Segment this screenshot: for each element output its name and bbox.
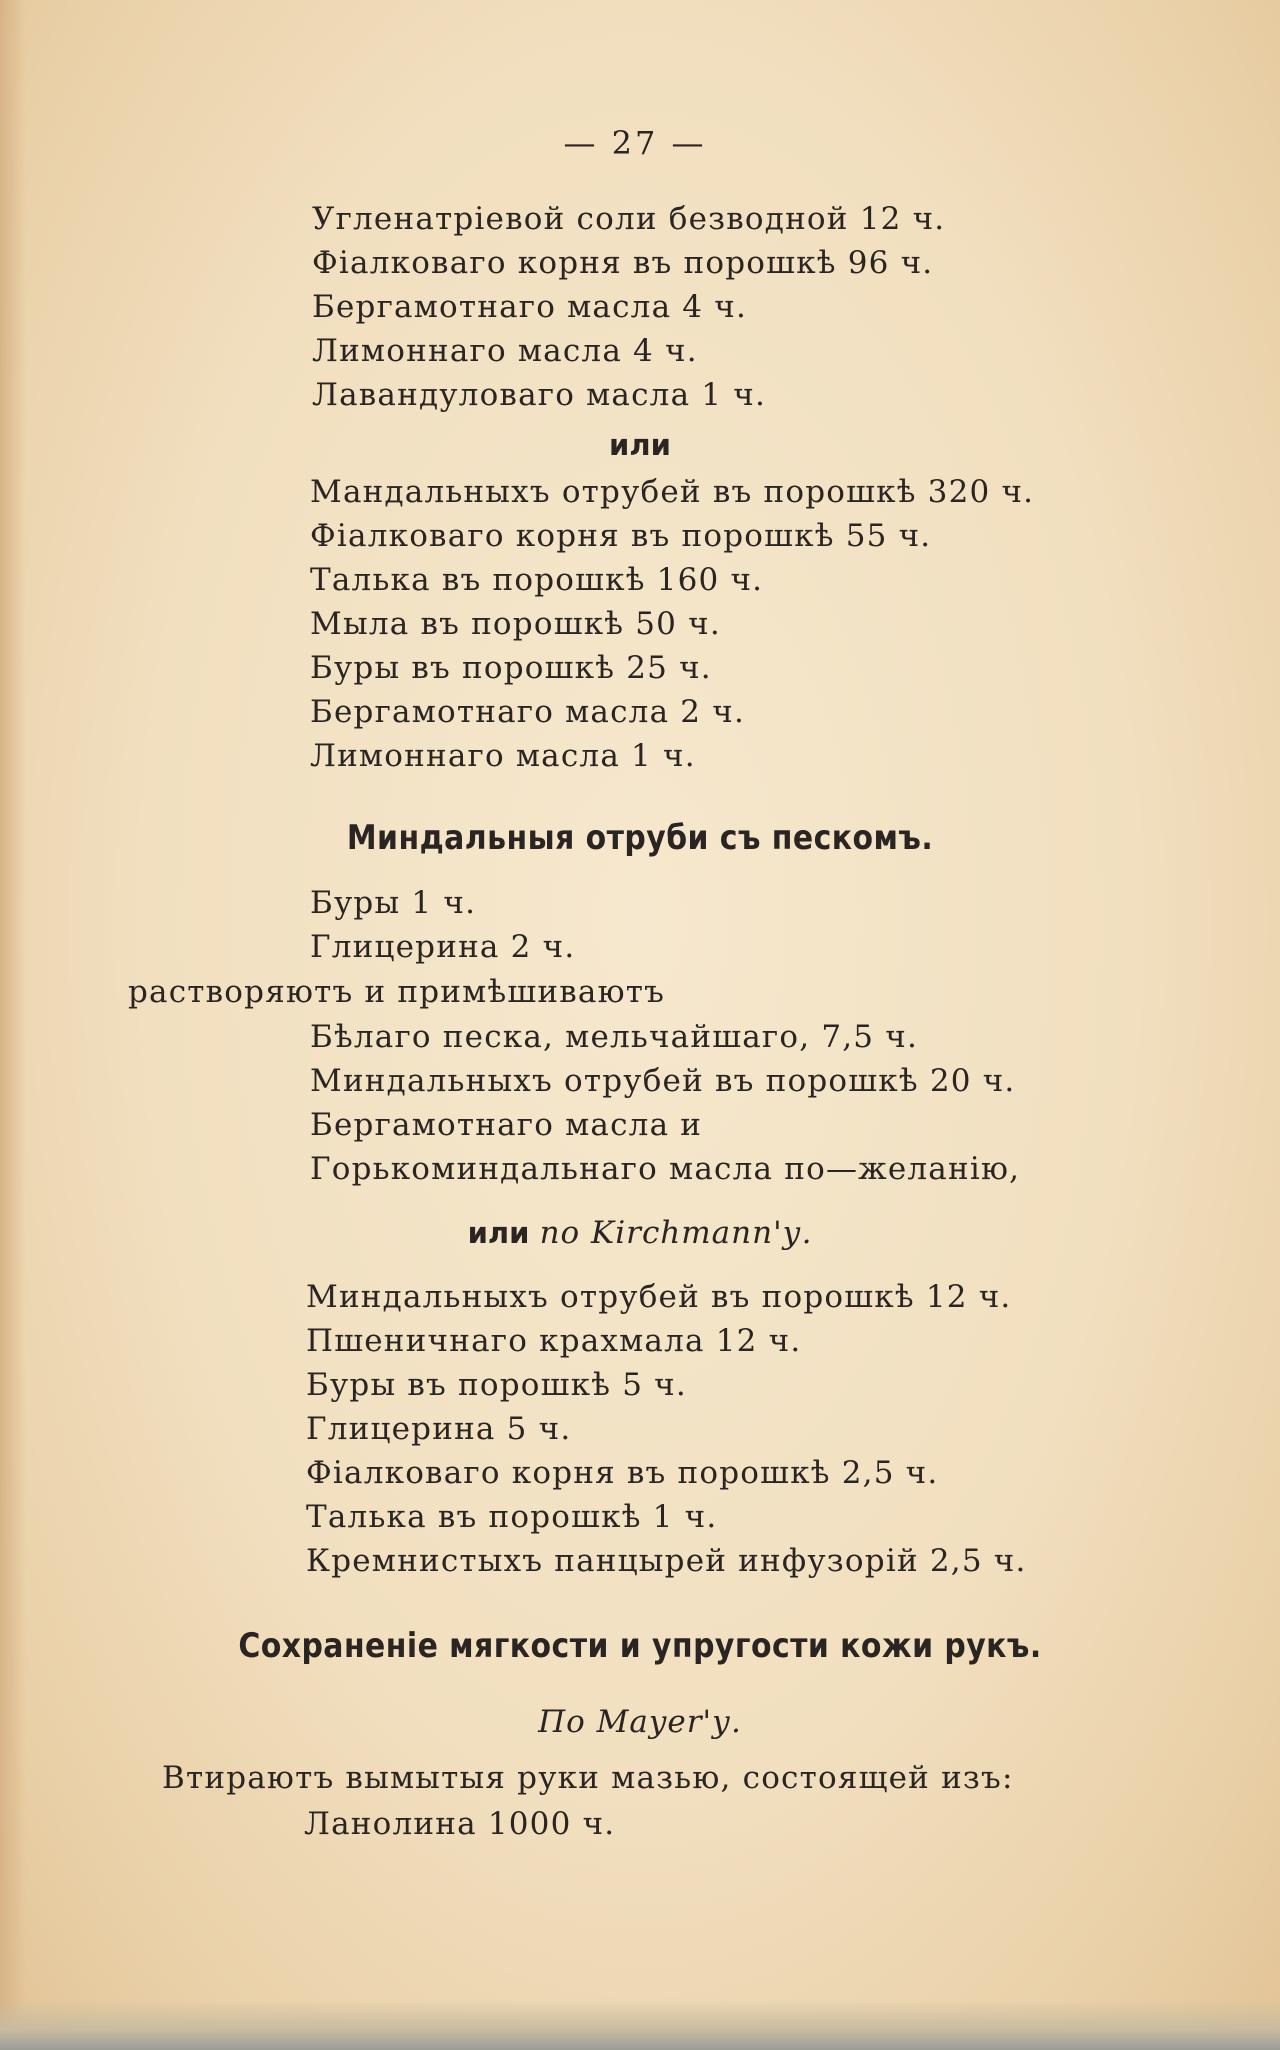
- recipe-line: Угленатріевой соли безводной 12 ч.: [312, 201, 946, 237]
- instruction-line: Втираютъ вымытыя руки мазью, состоящей изъ:: [162, 1760, 1014, 1796]
- recipe-line: Лимоннаго масла 1 ч.: [310, 738, 696, 774]
- alternative-word: или: [467, 1216, 530, 1250]
- recipe-line: Талька въ порошкѣ 1 ч.: [306, 1499, 718, 1535]
- source-attribution: По Mayer'у.: [538, 1704, 742, 1740]
- recipe-line: Ланолина 1000 ч.: [304, 1806, 616, 1842]
- recipe-line: Фіалковаго корня въ порошкѣ 96 ч.: [312, 245, 934, 281]
- recipe-line: Бергамотнаго масла 4 ч.: [312, 289, 748, 325]
- recipe-line: Талька въ порошкѣ 160 ч.: [310, 562, 764, 598]
- section-heading: Миндальныя отруби съ пескомъ.: [346, 818, 934, 858]
- recipe-line: Миндальныхъ отрубей въ порошкѣ 12 ч.: [306, 1279, 1012, 1315]
- recipe-line: Кремнистыхъ панцырей инфузорій 2,5 ч.: [306, 1543, 1027, 1579]
- page-edge-shadow: [0, 0, 26, 2050]
- recipe-line: Буры въ порошкѣ 25 ч.: [310, 650, 712, 686]
- page-number: — 27 —: [563, 124, 707, 162]
- recipe-line: Бѣлаго песка, мельчайшаго, 7,5 ч.: [310, 1019, 919, 1055]
- recipe-line: Фіалковаго корня въ порошкѣ 55 ч.: [310, 518, 932, 554]
- recipe-line: Бергамотнаго масла и: [310, 1107, 703, 1143]
- recipe-line: Лимоннаго масла 4 ч.: [312, 333, 698, 369]
- alternative-divider: [0, 1215, 1280, 1251]
- recipe-line: Мыла въ порошкѣ 50 ч.: [310, 606, 721, 642]
- recipe-line: Горькоминдальнаго масла по—желанію,: [310, 1151, 1021, 1187]
- recipe-line: Миндальныхъ отрубей въ порошкѣ 20 ч.: [310, 1063, 1016, 1099]
- recipe-line: Глицерина 5 ч.: [306, 1411, 572, 1447]
- section-heading: Сохраненіе мягкости и упругости кожи рукъ.: [238, 1626, 1042, 1666]
- alternative-divider: или: [609, 428, 671, 462]
- recipe-line: Пшеничнаго крахмала 12 ч.: [306, 1323, 802, 1359]
- instruction-line: растворяютъ и примѣшиваютъ: [128, 974, 666, 1010]
- source-attribution: по Kirchmann'у.: [539, 1215, 813, 1251]
- recipe-line: Мандальныхъ отрубей въ порошкѣ 320 ч.: [310, 474, 1035, 510]
- recipe-line: Буры въ порошкѣ 5 ч.: [306, 1367, 687, 1403]
- recipe-line: Глицерина 2 ч.: [310, 929, 576, 965]
- page-bottom-edge: [0, 2000, 1280, 2050]
- recipe-line: Лавандуловаго масла 1 ч.: [312, 377, 767, 413]
- recipe-line: Фіалковаго корня въ порошкѣ 2,5 ч.: [306, 1455, 939, 1491]
- recipe-line: Бергамотнаго масла 2 ч.: [310, 694, 746, 730]
- recipe-line: Буры 1 ч.: [310, 885, 477, 921]
